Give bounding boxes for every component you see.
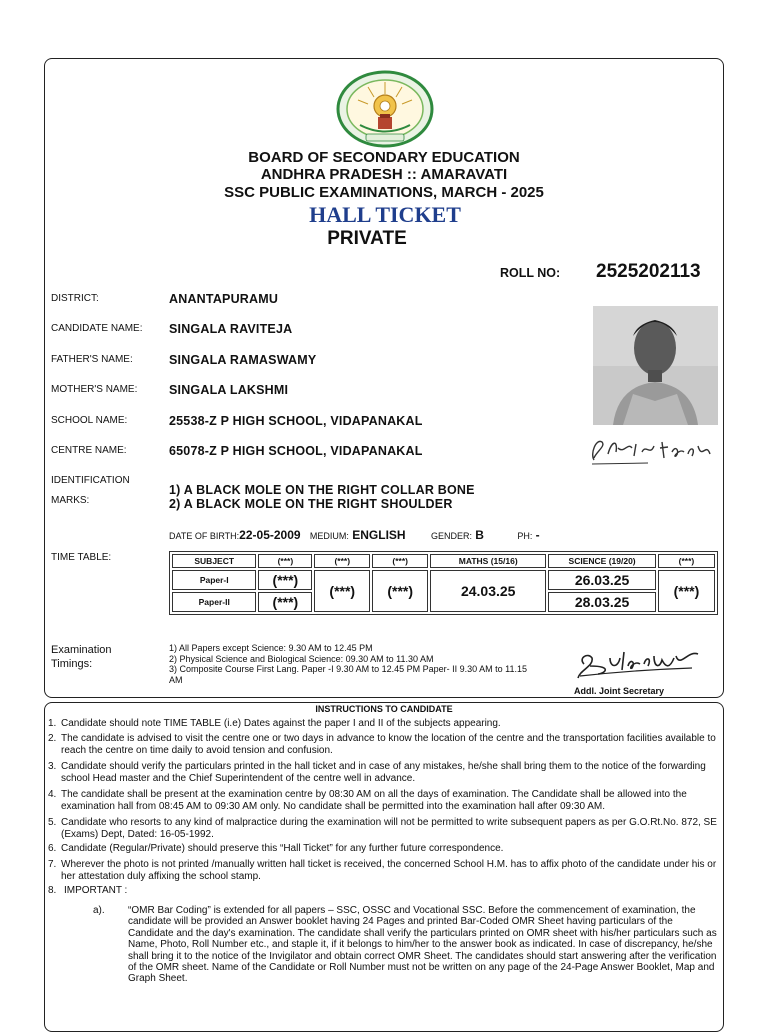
tt-col3: (***) [372, 570, 428, 612]
district-label: DISTRICT: [51, 293, 99, 304]
centre-name-label: CENTRE NAME: [51, 445, 127, 456]
candidate-name-value: SINGALA RAVITEJA [169, 322, 293, 336]
tt-science-paper1-date: 26.03.25 [548, 570, 656, 590]
timing-line-4: AM [169, 674, 183, 685]
instruction-item: 4. The candidate shall be present at the examination centre by 08:30 AM on all the days of examination. The Candidate shall be allowed into the examination hall from 08:45 AM to 09:30 AM only. No candidate shall be permitted into the examination hall after 09:30 AM. [48, 789, 687, 812]
gender-label: GENDER: [430, 531, 472, 541]
roll-no-value: 2525202113 [596, 261, 701, 282]
category-label: PRIVATE [327, 228, 407, 249]
hall-ticket-title: HALL TICKET [309, 202, 461, 227]
state-name: ANDHRA PRADESH :: AMARAVATI [260, 166, 508, 183]
timing-line-3: 3) Composite Course First Lang. Paper -I 9.30 AM to 12.45 PM Paper- II 9.30 AM to 11.15 [169, 664, 528, 674]
instructions-title: INSTRUCTIONS TO CANDIDATE [315, 704, 453, 714]
ph-value: - [535, 528, 540, 542]
dob-line [169, 528, 540, 542]
tt-header-col2: (***) [314, 554, 370, 568]
timing-line-2: 2) Physical Science and Biological Science: 09.30 AM to 11.30 AM [169, 653, 434, 664]
tt-header-maths: MATHS (15/16) [430, 554, 546, 568]
sub-item-a-label: a). [93, 905, 105, 916]
ap-emblem-logo [336, 70, 434, 148]
instruction-item: 1. Candidate should note TIME TABLE (i.e) Dates against the paper I and II of the subjects appearing. [48, 718, 501, 729]
time-table [169, 551, 718, 615]
gender-value: B [475, 528, 484, 542]
timings-label-1: Examination [51, 644, 112, 656]
medium-label: MEDIUM: [309, 531, 349, 541]
ph-label: PH: [517, 531, 533, 541]
tt-header-science: SCIENCE (19/20) [548, 554, 656, 568]
district-value: ANANTAPURAMU [169, 292, 279, 306]
tt-header-col1: (***) [258, 554, 312, 568]
identification-label: IDENTIFICATION [51, 475, 130, 486]
candidate-signature [588, 430, 718, 470]
tt-header-col6: (***) [658, 554, 715, 568]
time-table-label: TIME TABLE: [51, 552, 112, 563]
school-name-value: 25538-Z P HIGH SCHOOL, VIDAPANAKAL [169, 414, 423, 428]
instruction-item: 3. Candidate should verify the particulars printed in the hall ticket and in case of any mistakes, he/she shall bring them to the notice of the forwarding school Head master and the Chief Superintendent of the centre well in advance. [48, 761, 706, 784]
official-title: Addl. Joint Secretary [574, 686, 665, 696]
tt-paper-1: Paper-I [172, 570, 256, 590]
tt-science-paper2-date: 28.03.25 [548, 592, 656, 612]
instruction-item: 7. Wherever the photo is not printed /manually written hall ticket is received, the concerned School H.M. has to affix photo of the candidate under his or her attestation duly affixing the school stamp. [48, 859, 717, 882]
marks-label: MARKS: [51, 495, 90, 506]
tt-col1-paper2: (***) [258, 592, 312, 612]
school-name-label: SCHOOL NAME: [51, 415, 128, 426]
instruction-item: 6. Candidate (Regular/Private) should preserve this “Hall Ticket” for any further future correspondence. [48, 843, 504, 854]
instruction-item: 5. Candidate who resorts to any kind of malpractice during the examination will not be permitted to write subsequent papers as per G.O.Rt.No. 872, SE (Exams) Dept, Dated: 16-05-1992. [48, 817, 717, 840]
dob-label: DATE OF BIRTH: [169, 531, 240, 541]
father-name-label: FATHER'S NAME: [51, 354, 133, 365]
tt-col1-paper1: (***) [258, 570, 312, 590]
tt-paper-2: Paper-II [172, 592, 256, 612]
father-name-value: SINGALA RAMASWAMY [169, 353, 317, 367]
official-signature [574, 644, 704, 684]
identification-mark-1: 1) A BLACK MOLE ON THE RIGHT COLLAR BONE [169, 483, 475, 497]
centre-name-value: 65078-Z P HIGH SCHOOL, VIDAPANAKAL [169, 444, 423, 458]
roll-no-label: ROLL NO: [500, 266, 561, 280]
tt-header-subject: SUBJECT [172, 554, 256, 568]
mother-name-value: SINGALA LAKSHMI [169, 383, 289, 397]
timings-label-2: Timings: [51, 658, 93, 670]
identification-mark-2: 2) A BLACK MOLE ON THE RIGHT SHOULDER [169, 497, 453, 511]
mother-name-label: MOTHER'S NAME: [51, 384, 138, 395]
board-name: BOARD OF SECONDARY EDUCATION [248, 149, 520, 166]
medium-value: ENGLISH [352, 528, 406, 542]
sub-item-a-text: “OMR Bar Coding” is extended for all papers – SSC, OSSC and Vocational SSC. Before the commencement of examination, the candidate will be provided an Answer booklet having 24 Pages and printed Bar-Coded OMR Sheet having particulars of the Candidate and the day's examination. The candidate shall verify the particulars printed on OMR sheet with his/her particulars such as Name, Photo, Roll Number etc., and staple it, if it belongs to him/her to the answer book as indicated. In case of discrepancy, he/she shall bring it to the notice of the Invigilator and obtain correct OMR Sheet. The candidates should start answering after the verification of the OMR sheet. Name of the Candidate or Roll Number must not be written on any page of the 24-Page Answer Booklet, Map and Graph Sheet. [128, 905, 717, 985]
exam-name: SSC PUBLIC EXAMINATIONS, MARCH - 2025 [224, 184, 544, 201]
candidate-name-label: CANDIDATE NAME: [51, 323, 143, 334]
timing-line-1: 1) All Papers except Science: 9.30 AM to 12.45 PM [169, 643, 373, 653]
instruction-item: 2. The candidate is advised to visit the centre one or two days in advance to know the location of the centre and the transportation facilities available to reach the centre on time daily to avoid tension and confusion. [48, 733, 716, 756]
tt-maths-date: 24.03.25 [430, 570, 546, 612]
dob-value: 22-05-2009 [239, 528, 301, 542]
candidate-photo [593, 306, 718, 425]
tt-header-col3: (***) [372, 554, 428, 568]
instruction-item: 8. IMPORTANT : [48, 885, 128, 896]
timings-text [169, 643, 539, 685]
tt-col2: (***) [314, 570, 370, 612]
tt-col6: (***) [658, 570, 715, 612]
